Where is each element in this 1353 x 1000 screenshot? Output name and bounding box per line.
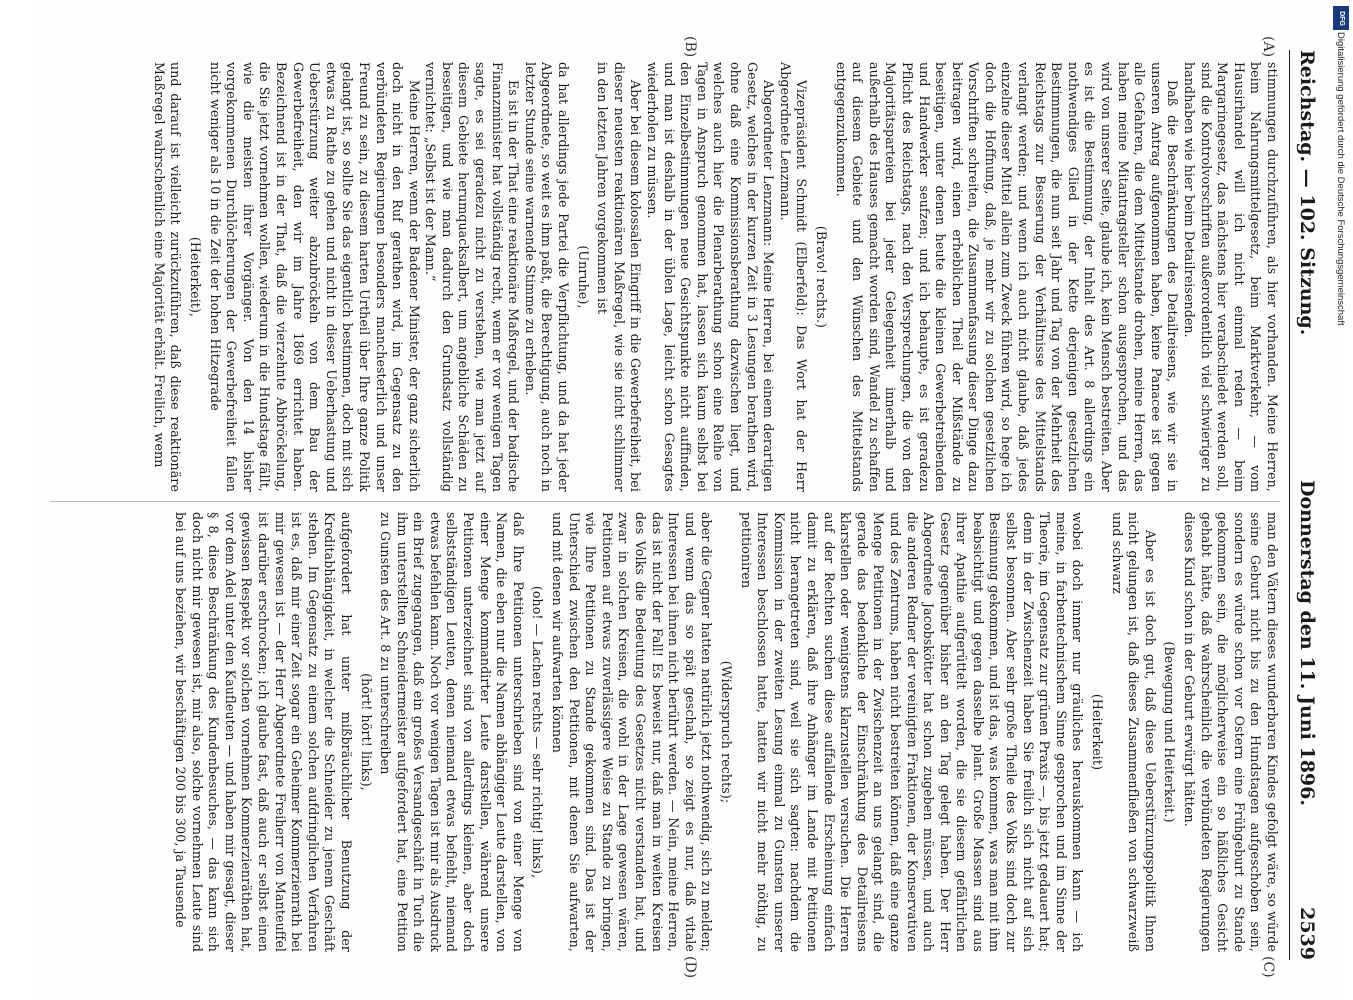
interjection: (Heiterkeit) [1090, 693, 1106, 771]
margin-letter-d: (D) [682, 956, 698, 979]
paragraph: und darauf ist vielleicht zurückzuführen, daß diese reaktionäre Maßregel wahrscheinlich eine Majorität erhält. Freilich, wenn [151, 62, 184, 492]
interjection: (hört! hört! links), [358, 673, 374, 791]
paragraph: stimmungen durchzuführen, als hier vorhanden. Meine Herren, beim Nahrungsmittelgesetz, beim Marktverkehr, — vom Hausirhandel will ich nicht einmal reden — beim Margarinegesetz, das nächstens hier verabschiedet werden soll, sind die Kontrolvorschriften außerordentlich viel schwieriger zu handhaben wie hier beim Detailreisenden. [1182, 62, 1280, 492]
running-head-left: Reichstag. — 102. Sitzung. [1296, 50, 1318, 336]
column-divider [50, 501, 1280, 502]
interjection: (Heiterkeit), [188, 236, 203, 318]
margin-letter-b: (B) [682, 36, 698, 58]
running-head-date: Donnerstag den 11. Juni 1896. [1296, 480, 1318, 806]
interjection: (Bewegung und Heiterkeit.) [1162, 641, 1178, 823]
scanned-page [38, 0, 1338, 1000]
left-column [50, 62, 1280, 492]
paragraph: Aber es ist doch gut, daß diese Ueberstürzungspolitik Ihnen nicht gelungen ist, daß dieses Zusammenfließen von schwarzweiß und schwarz [1109, 512, 1158, 952]
paragraph: da hat allerdings jede Partei die Verpflichtung, und da hat jeder Abgeordnete, so weit es ihm paßt, die Berechtigung, auch noch in letzter Stunde seine warnende Stimme zu erheben. [522, 62, 572, 492]
paragraph: Abgeordneter Lenzmann: Meine Herren, bei einem derartigen Gesetz, welches in der kurzen Zeit in 3 Lesungen berathen wird, ohne daß eine Kommissionsberathung dazwischen liegt, und welches auch hier die Plenarberathung schon eine Reihe von Tagen in Anspruch genommen hat, lassen sich kaum selbst bei den Einzelbestimmungen neue Gesichtspunkte nicht auffinden, und man ist deshalb in der üblen Lage, leicht schon Gesagtes wiederholen zu müssen. [645, 62, 777, 492]
dfg-logo [1333, 6, 1349, 30]
margin-letter-a: (A) [1260, 36, 1276, 58]
dfg-logo-text: DFG [1337, 10, 1345, 26]
paragraph: Aber bei diesem kolossalen Eingriff in die Gewerbefreiheit, bei dieser neuesten reaktionären Maßregel, wie sie nicht schlimmer in den letzten Jahren vorgekommen ist [595, 62, 644, 492]
paragraph: aber die Gegner hatten natürlich jetzt nothwendig, sich zu melden; und wenn das so spät geschah, so zeigt es nur, daß vitale Interessen bei ihnen nicht berührt werden. — Nein, meine Herren, das ist nicht der Fall! Es beweist nur, daß man in weiten Kreisen des Volks die Bedeutung des Gesetzes nicht verstanden hat, und zwar in solchen Kreisen, die wohl in der Lage gewesen wären, Petitionen auf etwas zuverlässigere Weise zu Stande zu bringen, wie Ihre Petitionen zu Stande gekommen sind. Das ist der Unterschied zwischen den Petitionen, mit denen Sie aufwarten, und mit denen wir aufwarten können [550, 512, 715, 952]
interjection: (oho! — Lachen rechts — sehr richtig! links), [530, 585, 546, 879]
paragraph: wobei doch immer nur gräuliches herauskommen kann — ich meine, in farbentechnischem Sinne gesprochen und im Sinne der Theorie, im Gegensatz zur grünen Praxis —, bis jetzt gedauert hat; denn in der Zwischenzeit haben Sie freilich sich nicht auf sich selbst besonnen. Aber sehr große Theile des Volks sind doch zur Besinnung gekommen, und ist das, was kommen, was man mit ihm beabsichtigt und gegen dasselbe plant. Große Massen sind aus ihrer Apathie aufgerüttelt worden, die sie diesem gefährlichen Gesetz gegenüber bisher an den Tag gelegt haben. Der Herr Abgeordnete Jacobskötter hat schon zugeben müssen, und auch die anderen Redner der vereinigten Fraktionen, der Konservativen und des Zentrums, haben nicht bestreiten können, daß eine ganze Menge Petitionen in der Zwischenzeit an uns gelangt sind, die gerade das bedenkliche der Einschränkung des Detailreisens klarstellen oder wenigstens klarzustellen versuchen. Die Herren auf der Rechten suchen diese auffallende Erscheinung einfach damit zu erklären, daß ihre Anhänger im Lande mit Petitionen nicht herangetreten sind, weil sie sich sagten: nachdem die Kommission in der zweiten Lesung einmal zu Gunsten unserer Interessen beschlossen hatte, hatten wir nicht mehr nöthig, zu petitioniren [738, 512, 1086, 952]
interjection: (Widerspruch rechts); [719, 660, 734, 804]
interjection: (Unruhe), [575, 245, 591, 309]
paragraph: Vizepräsident Schmidt (Elberfeld): Das Wort hat der Herr Abgeordnete Lenzmann. [777, 62, 810, 492]
digitization-credit: Digitalisierung gefördert durch die Deutsche Forschungsgemeinschaft [1335, 32, 1346, 326]
interjection: (Bravo! rechts.) [813, 225, 829, 329]
paragraph: Meine Herren, wenn der Badener Minister, der ganz sicherlich doch nicht in den Ruf gerathen wird, im Gegensatz zu den verbündeten Regierungen besonders manchesterlich und unser Freund zu sein, zu diesem harten Urtheil über Ihre ganze Politik gelangt ist, so sollte Sie das eigentlich bestimmen, doch mit sich etwas zu Rathe zu gehen und nicht in dieser Ueberhastung und Ueberstürzung weiter abzubröckeln von dem Bau der Gewerbefreiheit, den wir im Jahre 1869 errichtet haben. Bezeichnend ist in der That, daß die vierzehnte Abbröckelung, die Sie jetzt vornehmen wollen, wiederum in die Hundstage fällt, wie die meisten ihrer Vorgänger. Von den 14 bisher vorgekommenen Durchlöcherungen der Gewerbefreiheit fallen nicht weniger als 10 in die Zeit der hohen Hitzegrade [207, 62, 422, 492]
paragraph: aufgefordert hat unter mißbräuchlicher Benutzung der Kreditabhängigkeit, in welcher die Schneider zu jenem Geschäft stehen. Im Gegensatz zu einem solchen aufdringlichen Verfahren ist es, daß mir einer Zeit sogar ein Geheimer Kommerzienrath bei mir gewesen ist — der Herr Abgeordnete Freiherr von Manteuffel ist darüber erschrocken; ich glaube fast, daß auch er selbst einen gewissen Respekt vor solchen vornehmen Kommerzienräthen hat, vor dem Adel unter den Kaufleuten — und haben mir gesagt, dieser § 8, diese Beschränkung des Kundenbesuches, — das kann sich doch nicht mir gewesen ist, mir also, solche vornehmen Leute sind bei auf uns beziehen, wir beschäftigen 200 bis 300, ja Tausende [173, 512, 354, 952]
paragraph: daß Ihre Petitionen unterschrieben sind von einer Menge von Namen, die eben nur die Namen abhängiger Leute darstellen, von einer Menge kommandirter Leute darstellen, während unsere Petitionen unterzeichnet sind von allerdings kleinen, aber doch selbstständigen Leuten, denen niemand etwas befiehlt, niemand etwas befehlen kann. Noch vor wenigen Tagen ist mir als Ausdruck ein Brief zugegangen, daß ein großes Versandgeschäft in Tuch die ihm unterstellten Schneidermeister aufgefordert hat, eine Petition zu Gunsten des Art. 8 zu unterschreiben [378, 512, 526, 952]
right-column [50, 512, 1280, 952]
running-head [1289, 50, 1330, 960]
paragraph: Daß die Beschränkungen des Detailreisens, wie wir sie in unseren Antrag aufgenommen haben, keine Panacee ist gegen alle Gefahren, die dem Mittelstande drohen, meine Herren, das haben meine Mitantragsteller schon ausgesprochen, und das wird von unserer Seite, glaube ich, kein Mensch bestreiten. Aber es ist die Bestimmung, der Inhalt des Art. 8 allerdings ein nothwendiges Glied in der Kette derjenigen gesetzlichen Bestimmungen, die nun seit Jahr und Tag von der Mehrheit des Reichstags zur Besserung der Verhältnisse des Mittelstands verlangt werden; und wenn ich auch nicht glaube, daß jedes einzelne dieser Mittel allein zum Zweck führen wird, so hege ich doch die Hoffnung, daß, je mehr wir zu solchen gesetzlichen Vorschriften schreiten, die Zusammenfassung dieser Dinge dazu beitragen wird, einen erheblichen Theil der Mißstände zu beseitigen, unter denen heute die kleinen Gewerbetreibenden und Handwerker seufzen; und ich behaupte, es ist geradezu Pflicht des Reichstags, nach den Versprechungen, die von den Majoritätsparteien bei jeder Gelegenheit innerhalb und außerhalb des Hauses gemacht worden sind, Wandel zu schaffen auf diesem Gebiete und den Wünschen des Mittelstands entgegenzukommen. [833, 62, 1181, 492]
margin-letter-c: (C) [1260, 956, 1276, 978]
page-number: 2539 [1296, 907, 1318, 960]
paragraph: man den Vätern dieses wunderbaren Kindes gefolgt wäre, so würde seine Geburt nicht bis zu den Hundstagen aufgeschoben sein, sondern es würde schon vor Ostern eine Frühgeburt zu Stande gekommen sein, die möglicherweise ein so häßliches Gesicht gehabt hätte, daß wahrscheinlich die verbündeten Regierungen dieses Kind schon in der Geburt erwürgt hätten. [1182, 512, 1280, 952]
paragraph: Es ist in der That eine reaktionäre Maßregel, und der badische Finanzminister hat vollständig recht, wenn er vor wenigen Tagen sagte, es sei geradezu nicht zu verstehen, wie man jetzt auf diesem Gebiete herumquacksalbert, um angebliche Schäden zu beseitigen, und wie man dadurch den Grundsatz vollständig vernichtet: „Selbst ist der Mann.“ [423, 62, 522, 492]
